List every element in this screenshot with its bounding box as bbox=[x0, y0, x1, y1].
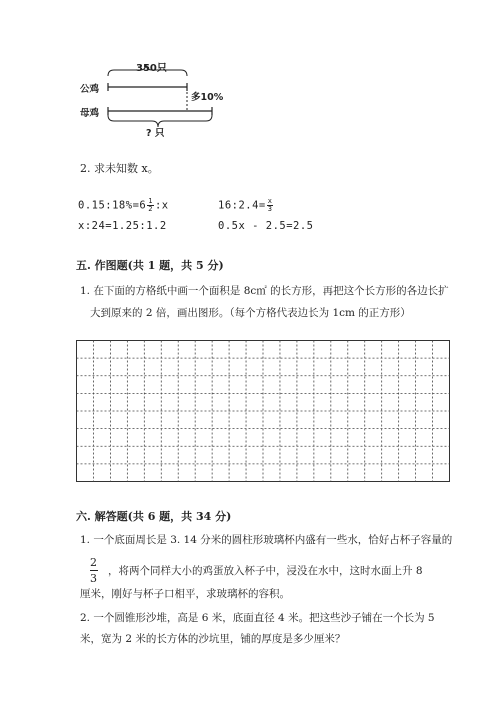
section6-q2-line2: 米，宽为 2 米的长方体的沙坑里，铺的厚度是多少厘米？ bbox=[80, 633, 346, 645]
section5-heading: 五. 作图题(共 1 题，共 5 分) bbox=[76, 259, 224, 272]
equation-1: 0.15:18%=6 $\frac{1}{2}$ :x bbox=[78, 197, 169, 213]
diagram-lines bbox=[0, 0, 500, 140]
section5-q1-line2: 大到原来的 2 倍，画出图形。（每个方格代表边长为 1cm 的正方形） bbox=[90, 307, 411, 319]
fraction: $\frac{x}{3}$ bbox=[267, 197, 273, 213]
unknown-label: ? 只 bbox=[146, 128, 165, 139]
equation-4: 0.5x - 2.5=2.5 bbox=[218, 220, 314, 232]
section6-q1-line2: ，将两个同样大小的鸡蛋放入杯子中，浸没在水中，这时水面上升 8 bbox=[108, 565, 423, 577]
grid-paper bbox=[76, 340, 450, 482]
section6-q1-line3: 厘米，刚好与杯子口相平，求玻璃杯的容积。 bbox=[80, 588, 290, 600]
hen-label: 母鸡 bbox=[80, 108, 100, 119]
rooster-label: 公鸡 bbox=[80, 84, 100, 95]
total-label: 350只 bbox=[136, 63, 167, 74]
section6-q1-line1: 1. 一个底面周长是 3. 14 分米的圆柱形玻璃杯内盛有一些水，恰好占杯子容量的 bbox=[80, 534, 453, 546]
section6-q1-fraction: 2 3 bbox=[90, 556, 97, 585]
more-percent-label: 多10% bbox=[191, 92, 224, 103]
equation-2: 16:2.4= $\frac{x}{3}$ bbox=[218, 197, 273, 213]
q2-title: 2. 求未知数 x。 bbox=[80, 162, 159, 175]
fraction: $\frac{1}{2}$ bbox=[148, 197, 153, 213]
equation-3: x:24=1.25:1.2 bbox=[78, 220, 167, 232]
section6-heading: 六. 解答题(共 6 题，共 34 分) bbox=[76, 510, 232, 523]
section6-q2-line1: 2. 一个圆锥形沙堆，高是 6 米，底面直径 4 米。把这些沙子铺在一个长为 5 bbox=[80, 612, 435, 624]
section5-q1-line1: 1. 在下面的方格纸中画一个面积是 8c㎡ 的长方形，再把这个长方形的各边长扩 bbox=[80, 285, 449, 297]
